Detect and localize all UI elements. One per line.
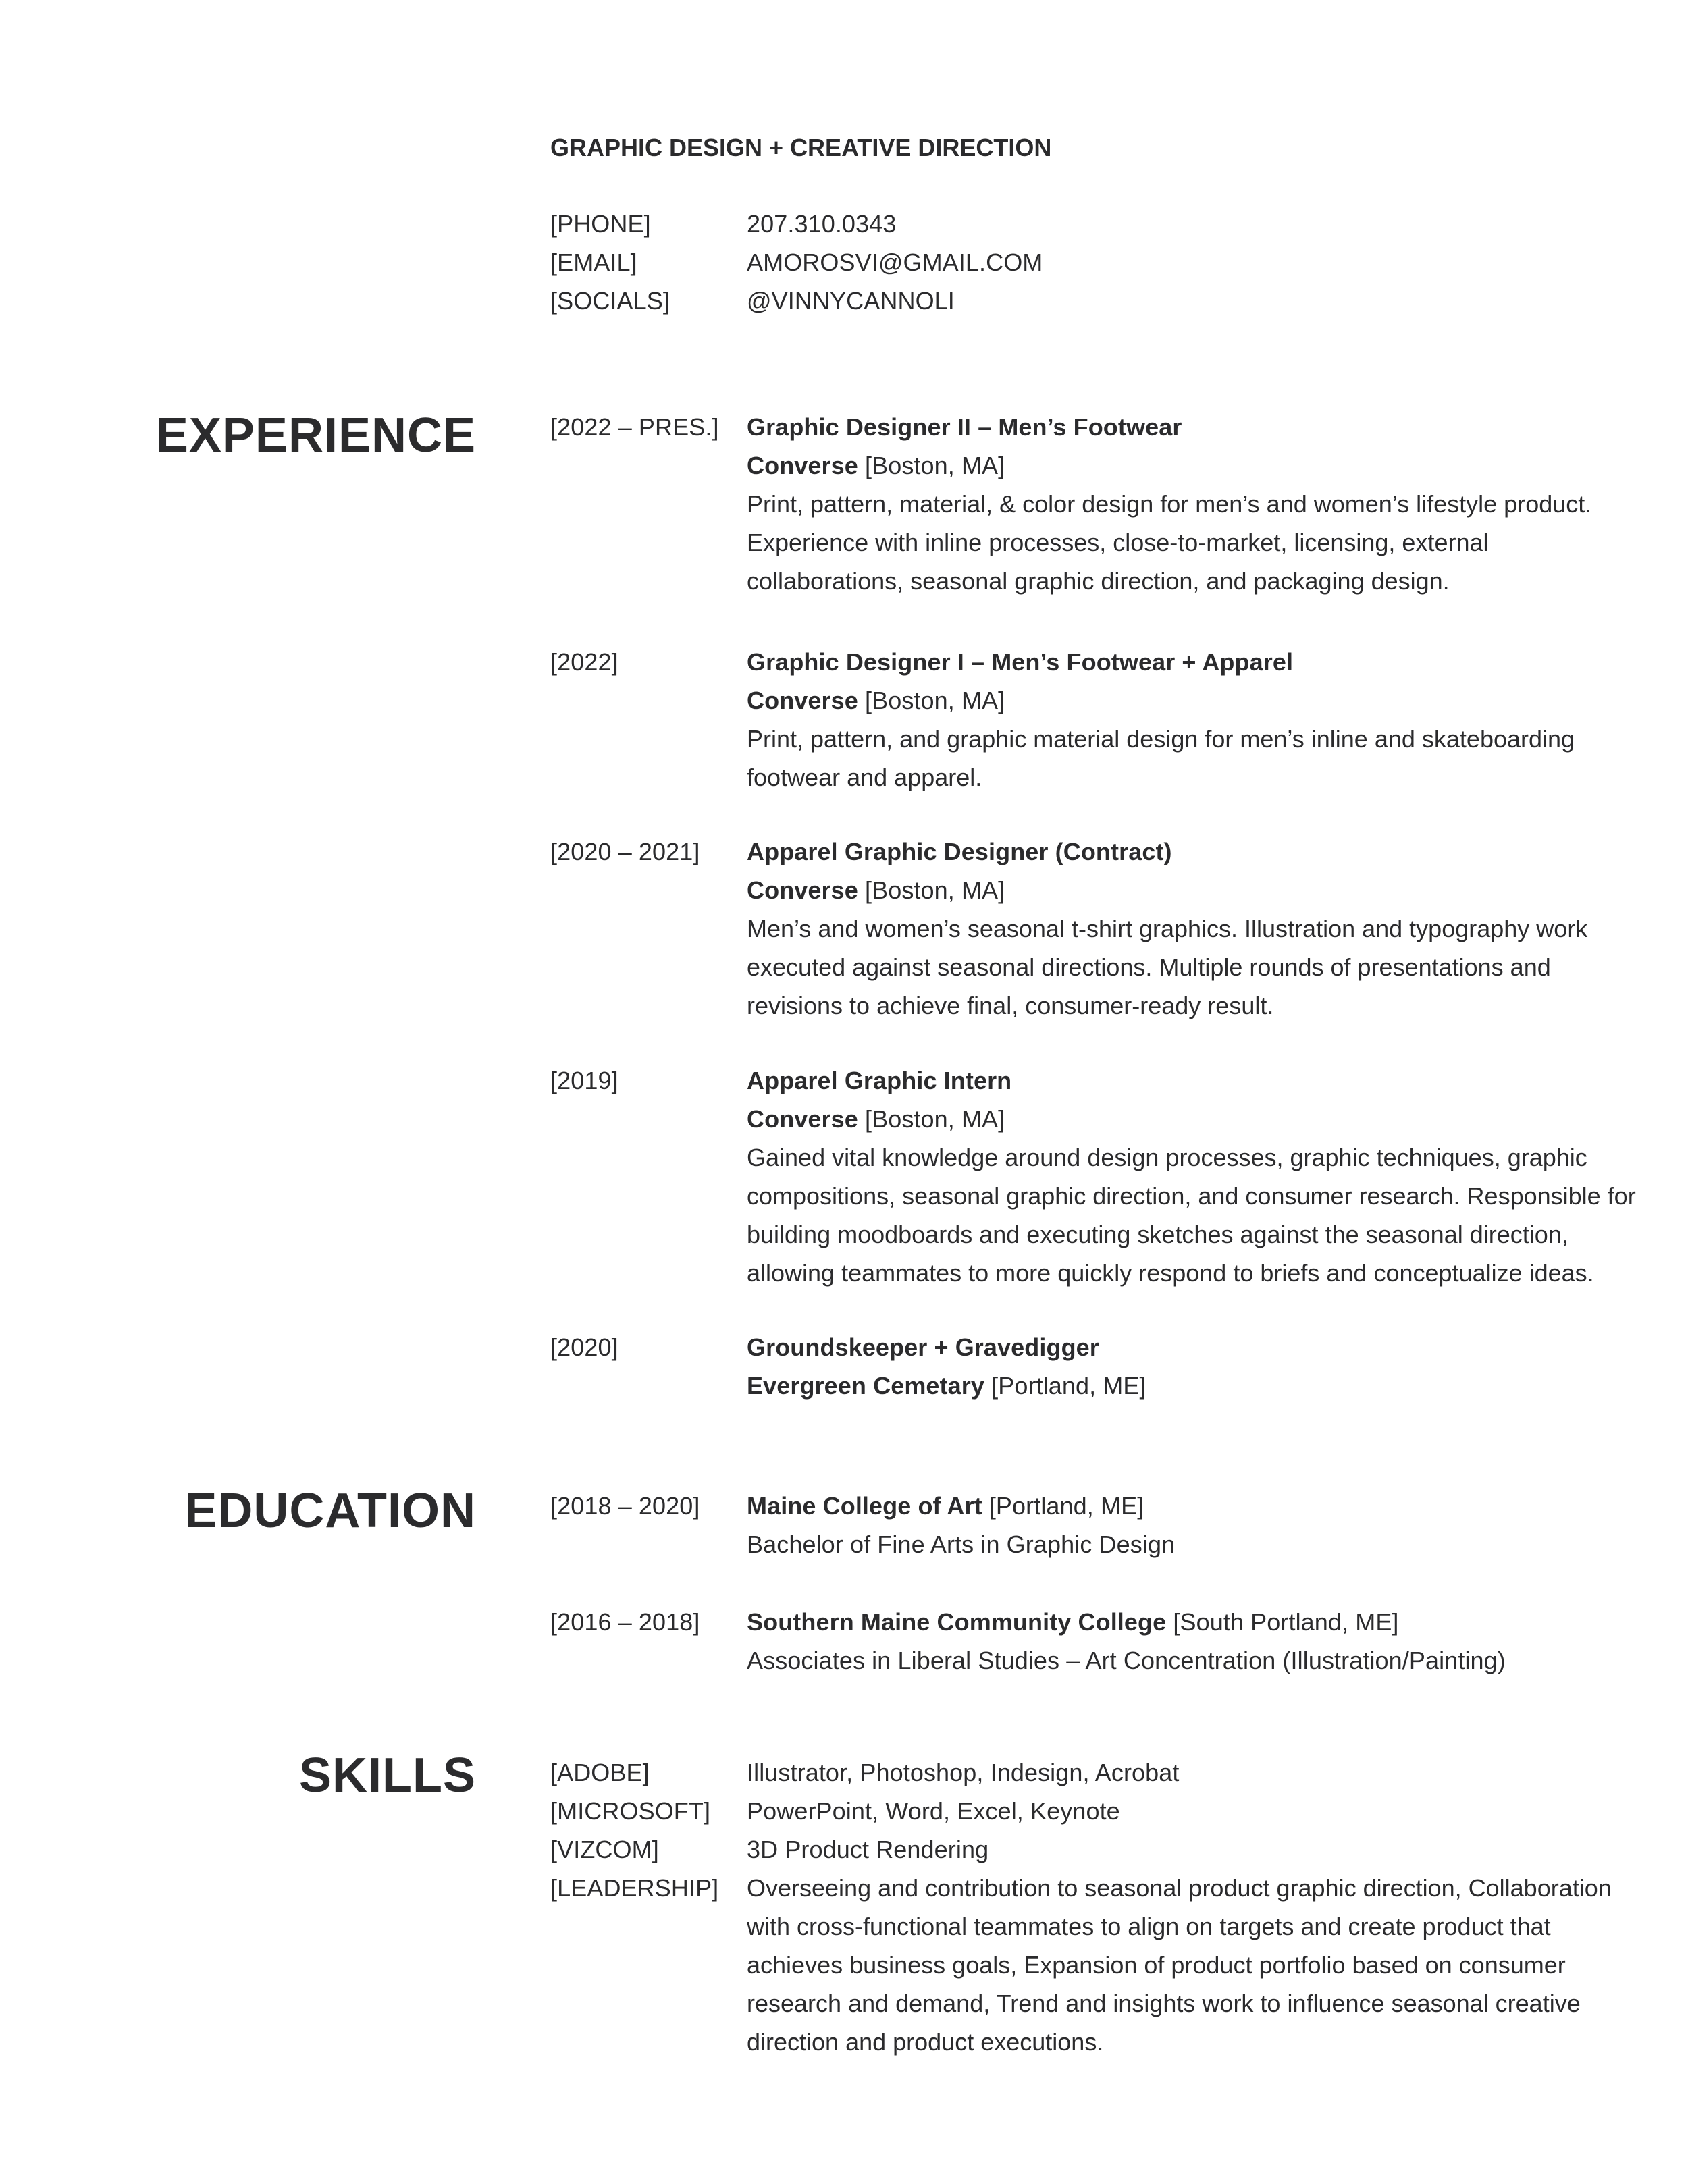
experience-location: [Boston, MA]	[864, 1105, 1005, 1133]
contact-socials-value: @VINNYCANNOLI	[747, 287, 955, 315]
education-school: Maine College of Art	[747, 1492, 982, 1520]
experience-company: Converse	[747, 876, 858, 904]
experience-location: [Boston, MA]	[864, 452, 1005, 479]
skill-value: Overseeing and contribution to seasonal product graphic direction, Collaboration with cross-functional teammates to align on targets and create product that achieves business goals, Expansion of product portfolio based on consumer research and demand, Trend and insights work to influence seasonal creative direction and product executions.	[747, 1874, 1612, 2056]
skill-label: [ADOBE]	[550, 1759, 650, 1786]
section-heading-experience: EXPERIENCE	[155, 408, 476, 462]
experience-employer	[747, 446, 1005, 485]
education-school-line	[747, 1603, 1399, 1641]
section-heading-skills: SKILLS	[298, 1749, 476, 1803]
experience-title: Groundskeeper + Gravedigger	[747, 1333, 1099, 1361]
contact-socials-label: [SOCIALS]	[550, 287, 670, 315]
education-date: [2016 – 2018]	[550, 1608, 700, 1636]
experience-title: Apparel Graphic Intern	[747, 1067, 1012, 1094]
education-degree: Associates in Liberal Studies – Art Concentration (Illustration/Painting)	[747, 1647, 1506, 1674]
education-date: [2018 – 2020]	[550, 1492, 700, 1520]
contact-email-value: AMOROSVI@GMAIL.COM	[747, 248, 1043, 276]
contact-phone-label: [PHONE]	[550, 210, 651, 238]
headline: GRAPHIC DESIGN + CREATIVE DIRECTION	[550, 134, 1052, 161]
experience-employer	[747, 681, 1005, 720]
experience-title: Graphic Designer I – Men’s Footwear + Apparel	[747, 648, 1294, 676]
skill-label: [LEADERSHIP]	[550, 1874, 719, 1902]
experience-employer	[747, 871, 1005, 909]
experience-company: Converse	[747, 687, 858, 714]
experience-employer	[747, 1100, 1005, 1138]
section-heading-education: EDUCATION	[184, 1484, 476, 1538]
education-degree: Bachelor of Fine Arts in Graphic Design	[747, 1530, 1176, 1558]
education-location: [Portland, ME]	[988, 1492, 1144, 1520]
skill-label: [MICROSOFT]	[550, 1797, 711, 1825]
experience-company: Evergreen Cemetary	[747, 1372, 984, 1400]
experience-location: [Boston, MA]	[864, 876, 1005, 904]
experience-description: Print, pattern, material, & color design for men’s and women’s lifestyle product. Experience with inline processes, close-to-market, licensing, external collaborations, seasonal graphic direction, and packaging design.	[747, 490, 1592, 595]
experience-company: Converse	[747, 1105, 858, 1133]
education-school-line	[747, 1487, 1144, 1525]
experience-date: [2022]	[550, 648, 618, 676]
skill-value: 3D Product Rendering	[747, 1836, 989, 1863]
experience-description: Men’s and women’s seasonal t-shirt graphics. Illustration and typography work executed against seasonal directions. Multiple rounds of presentations and revisions to achieve final, consumer-ready result.	[747, 915, 1588, 1019]
experience-date: [2022 – PRES.]	[550, 413, 719, 441]
education-location: [South Portland, ME]	[1173, 1608, 1399, 1636]
experience-date: [2019]	[550, 1067, 618, 1094]
experience-company: Converse	[747, 452, 858, 479]
experience-location: [Boston, MA]	[864, 687, 1005, 714]
experience-title: Apparel Graphic Designer (Contract)	[747, 838, 1172, 865]
experience-employer	[747, 1366, 1146, 1405]
experience-location: [Portland, ME]	[991, 1372, 1146, 1400]
contact-email-label: [EMAIL]	[550, 248, 637, 276]
experience-description: Print, pattern, and graphic material design for men’s inline and skateboarding footwear and apparel.	[747, 725, 1575, 791]
experience-date: [2020 – 2021]	[550, 838, 700, 865]
skill-label: [VIZCOM]	[550, 1836, 659, 1863]
experience-description: Gained vital knowledge around design processes, graphic techniques, graphic compositions, seasonal graphic direction, and consumer research. Responsible for building moodboards and executing sketches against the seasonal direction, allowing teammates to more quickly respond to briefs and conceptualize ideas.	[747, 1144, 1636, 1287]
skill-value: PowerPoint, Word, Excel, Keynote	[747, 1797, 1120, 1825]
skill-value: Illustrator, Photoshop, Indesign, Acrobat	[747, 1759, 1180, 1786]
contact-phone-value: 207.310.0343	[747, 210, 897, 238]
experience-title: Graphic Designer II – Men’s Footwear	[747, 413, 1182, 441]
experience-date: [2020]	[550, 1333, 618, 1361]
education-school: Southern Maine Community College	[747, 1608, 1167, 1636]
